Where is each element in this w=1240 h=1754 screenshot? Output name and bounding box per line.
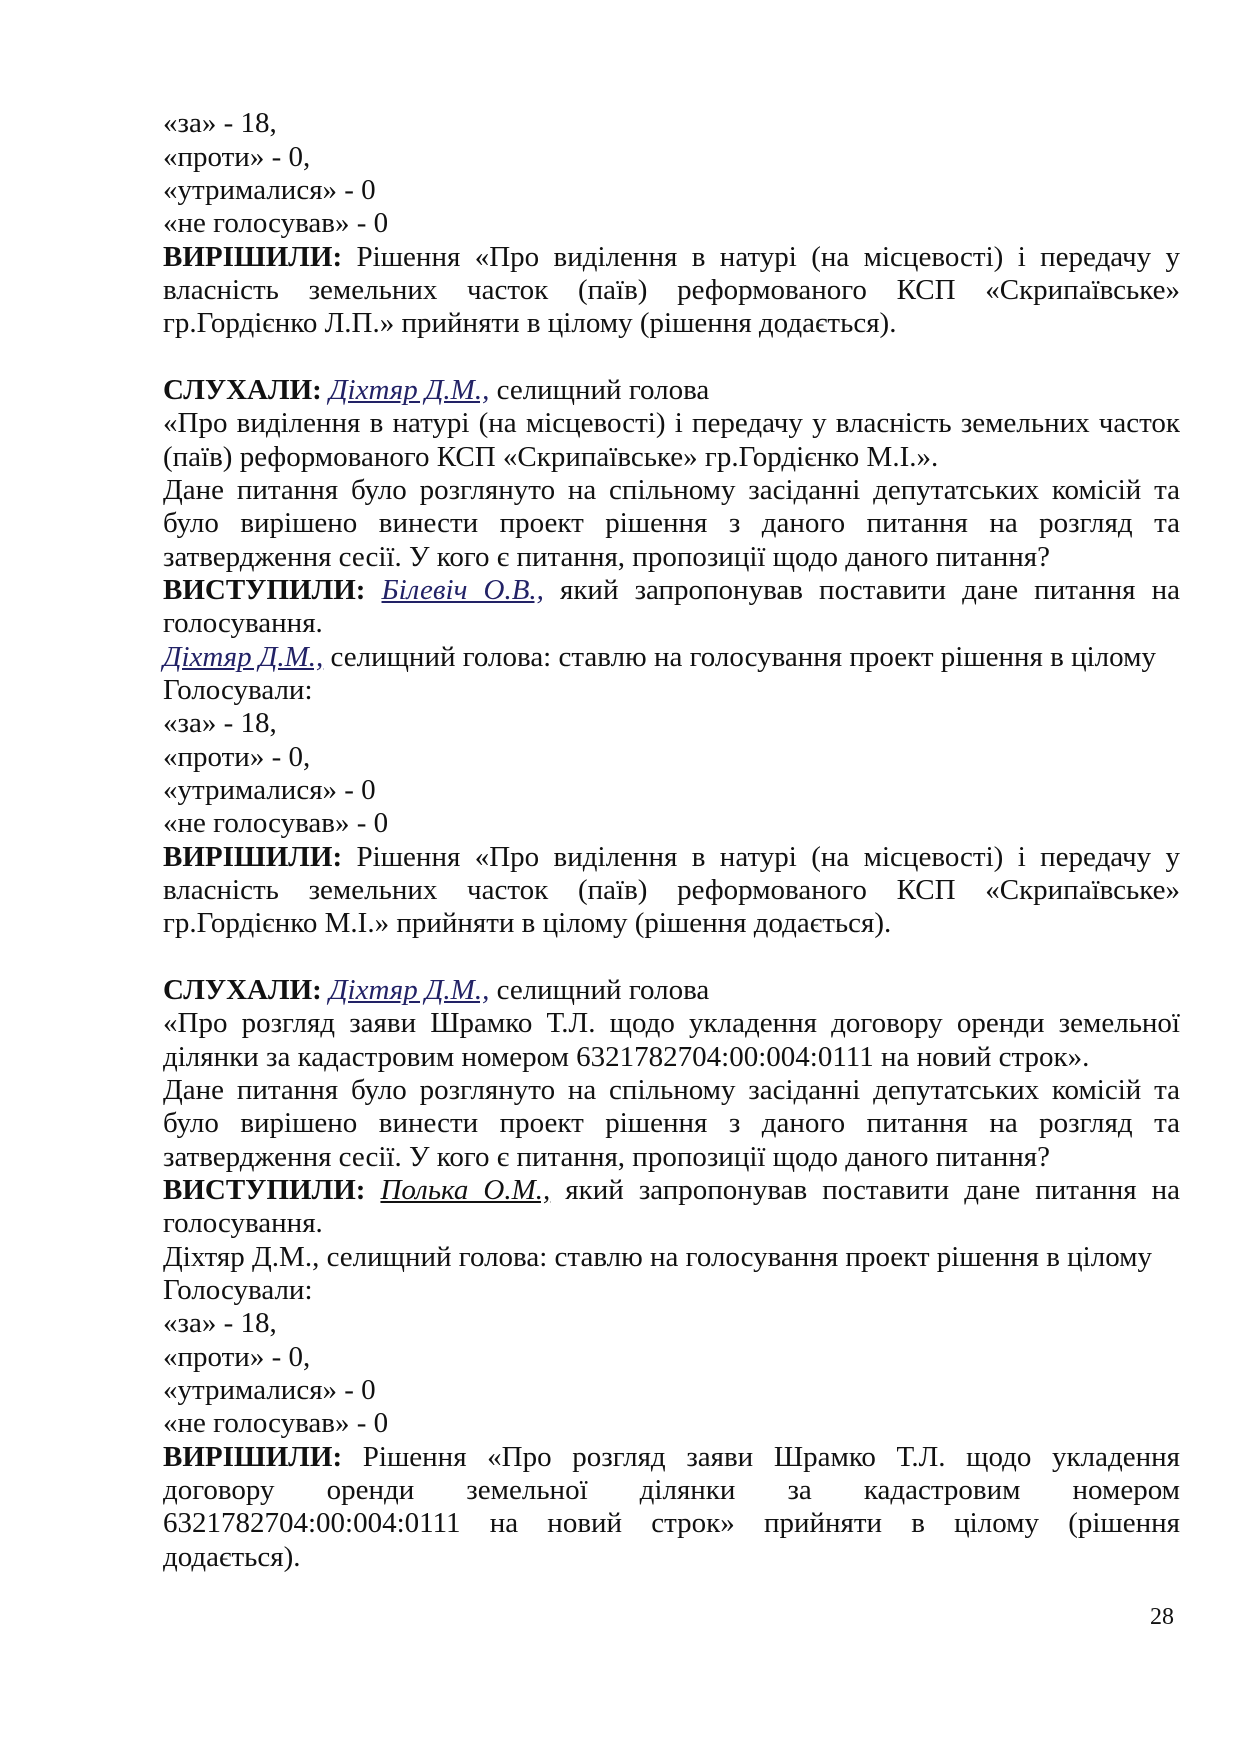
speaker-role: селищний голова bbox=[489, 374, 710, 406]
vote-for: «за» - 18, bbox=[163, 107, 277, 139]
decision-label: ВИРІШИЛИ: bbox=[163, 241, 343, 273]
voted-label: Голосували: bbox=[163, 674, 313, 706]
vote-not-voted: «не голосував» - 0 bbox=[163, 1407, 389, 1439]
decision-label: ВИРІШИЛИ: bbox=[163, 1441, 343, 1473]
vote-abstained: «утрималися» - 0 bbox=[163, 774, 376, 806]
decision-text: Рішення «Про розгляд заяви Шрамко Т.Л. щодо укладення bbox=[342, 1441, 1180, 1473]
spoke-label: ВИСТУПИЛИ: bbox=[163, 1174, 366, 1206]
spoke-line: голосування. bbox=[163, 607, 323, 639]
speaker-name[interactable]: Полька О.М., bbox=[380, 1174, 551, 1206]
decision-line: гр.Гордієнко М.І.» прийняти в цілому (рішення додається). bbox=[163, 907, 892, 939]
speaker-name[interactable]: Діхтяр Д.М., bbox=[163, 641, 324, 673]
vote-against: «проти» - 0, bbox=[163, 741, 311, 773]
decision-label: ВИРІШИЛИ: bbox=[163, 841, 343, 873]
chair-line: Діхтяр Д.М., селищний голова: ставлю на голосування проект рішення в цілому bbox=[163, 1241, 1152, 1273]
decision-line bbox=[163, 840, 1180, 874]
decision-line bbox=[163, 1440, 1180, 1474]
decision-line: додається). bbox=[163, 1541, 301, 1573]
chair-line bbox=[163, 640, 1180, 674]
vote-against: «проти» - 0, bbox=[163, 1341, 311, 1373]
decision-line: власність земельних часток (паїв) реформованого КСП «Скрипаївське» bbox=[163, 874, 1180, 906]
spoke-text: який запропонував поставити дане питання на bbox=[550, 1174, 1180, 1206]
decision-line: гр.Гордієнко Л.П.» прийняти в цілому (рішення додається). bbox=[163, 307, 897, 339]
decision-text: Рішення «Про виділення в натурі (на місцевості) і передачу у bbox=[342, 241, 1180, 273]
vote-abstained: «утрималися» - 0 bbox=[163, 1374, 376, 1406]
discussion-line: було вирішено винести проект рішення з даного питання на розгляд та bbox=[163, 1107, 1180, 1139]
voted-label: Голосували: bbox=[163, 1274, 313, 1306]
topic-line: «Про розгляд заяви Шрамко Т.Л. щодо укладення договору оренди земельної bbox=[163, 1007, 1180, 1039]
spoke-label: ВИСТУПИЛИ: bbox=[163, 574, 366, 606]
spoke-line bbox=[163, 573, 1180, 607]
decision-line: 6321782704:00:004:0111 на новий строк» прийняти в цілому (рішення bbox=[163, 1507, 1180, 1539]
speaker-name[interactable]: Діхтяр Д.М., bbox=[329, 374, 490, 406]
decision-line: власність земельних часток (паїв) реформованого КСП «Скрипаївське» bbox=[163, 274, 1180, 306]
speaker-name[interactable]: Діхтяр Д.М., bbox=[329, 974, 490, 1006]
speaker-name[interactable]: Білевіч О.В., bbox=[381, 574, 544, 606]
discussion-line: затвердження сесії. У кого є питання, пропозиції щодо даного питання? bbox=[163, 1141, 1050, 1173]
heard-line bbox=[163, 373, 1180, 407]
decision-line: договору оренди земельної ділянки за кадастровим номером bbox=[163, 1474, 1180, 1506]
discussion-line: Дане питання було розглянуто на спільному засіданні депутатських комісій та bbox=[163, 474, 1180, 506]
vote-not-voted: «не голосував» - 0 bbox=[163, 807, 389, 839]
spoke-line: голосування. bbox=[163, 1207, 323, 1239]
topic-line: «Про виділення в натурі (на місцевості) і передачу у власність земельних часток bbox=[163, 407, 1180, 439]
heard-label: СЛУХАЛИ: bbox=[163, 374, 322, 406]
spoke-text: який запропонував поставити дане питання на bbox=[543, 574, 1180, 606]
heard-line bbox=[163, 973, 1180, 1007]
decision-text: Рішення «Про виділення в натурі (на місцевості) і передачу у bbox=[342, 841, 1180, 873]
chair-text: селищний голова: ставлю на голосування проект рішення в цілому bbox=[323, 641, 1156, 673]
discussion-line: Дане питання було розглянуто на спільному засіданні депутатських комісій та bbox=[163, 1074, 1180, 1106]
vote-for: «за» - 18, bbox=[163, 707, 277, 739]
spoke-line bbox=[163, 1173, 1180, 1207]
vote-abstained: «утрималися» - 0 bbox=[163, 174, 376, 206]
vote-not-voted: «не голосував» - 0 bbox=[163, 207, 389, 239]
discussion-line: затвердження сесії. У кого є питання, пропозиції щодо даного питання? bbox=[163, 541, 1050, 573]
vote-against: «проти» - 0, bbox=[163, 141, 311, 173]
heard-label: СЛУХАЛИ: bbox=[163, 974, 322, 1006]
topic-line: ділянки за кадастровим номером 6321782704:00:004:0111 на новий строк». bbox=[163, 1041, 1090, 1073]
topic-line: (паїв) реформованого КСП «Скрипаївське» гр.Гордієнко М.І.». bbox=[163, 441, 939, 473]
vote-for: «за» - 18, bbox=[163, 1307, 277, 1339]
decision-line bbox=[163, 240, 1180, 274]
speaker-role: селищний голова bbox=[489, 974, 710, 1006]
page-number: 28 bbox=[1150, 1604, 1174, 1630]
discussion-line: було вирішено винести проект рішення з даного питання на розгляд та bbox=[163, 507, 1180, 539]
